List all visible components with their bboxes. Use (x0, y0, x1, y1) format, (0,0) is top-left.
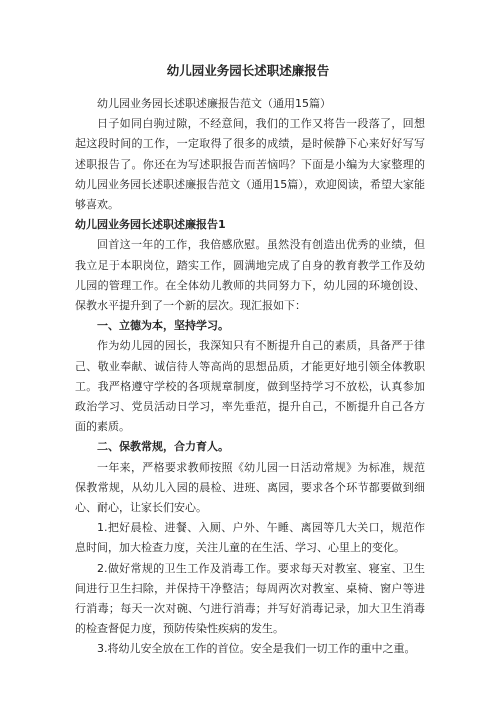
section-heading: 幼儿园业务园长述职述廉报告1 (75, 218, 226, 232)
body-paragraph: 一年来，严格要求教师按照《幼儿园一日活动常规》为标准，规范保教常规，从幼儿入园的晨检、进班、离园，要求各个环节都要做到细心、耐心，让家长们安心。 (75, 460, 425, 515)
subtitle-line: 幼儿园业务园长述职述廉报告范文（通用15篇） (97, 97, 331, 110)
body-paragraph: 作为幼儿园的园长，我深知只有不断提升自己的素质，具备严于律己、敬业奉献、诚信待人等高尚的思想品质，才能更好地引领全体教职工。我严格遵守学校的各项规章制度，做到坚持学习不放松，认真参加政治学习、党员活动日学习，率先垂范，提升自己，不断提升自己各方面的素质。 (75, 339, 425, 434)
document-title: 幼儿园业务园长述职述廉报告 (166, 63, 330, 78)
subsection-heading: 一、立德为本，坚持学习。 (97, 319, 229, 333)
subsection-heading: 二、保教常规，合力育人。 (97, 440, 229, 454)
list-item-paragraph: 2.做好常规的卫生工作及消毒工作。要求每天对教室、寝室、卫生间进行卫生扫除，并保持干净整洁；每周两次对教室、桌椅、窗户等进行消毒；每天一次对碗、勺进行消毒；并写好消毒记录，加大卫生消毒的检查督促力度，预防传染性疾病的发生。 (75, 561, 425, 636)
body-paragraph: 回首这一年的工作，我倍感欣慰。虽然没有创造出优秀的业绩，但我立足于本职岗位，踏实工作，圆满地完成了自身的教育教学工作及幼儿园的管理工作。在全体幼儿教师的共同努力下，幼儿园的环境创设、保教水平提升到了一个新的层次。现汇报如下： (75, 238, 425, 313)
document-body (75, 94, 425, 660)
intro-paragraph: 日子如同白驹过隙，不经意间，我们的工作又将告一段落了，回想起这段时间的工作，一定取得了很多的成绩，是时候静下心来好好写写述职报告了。你还在为写述职报告而苦恼吗？下面是小编为大家整理的幼儿园业务园长述职述廉报告范文（通用15篇），欢迎阅读，希望大家能够喜欢。 (75, 117, 425, 212)
list-item-paragraph: 1.把好晨检、进餐、入厕、户外、午睡、离园等几大关口，规范作息时间，加大检查力度，关注儿童的在生活、学习、心里上的变化。 (75, 521, 425, 555)
list-item-paragraph: 3.将幼儿安全放在工作的首位。安全是我们一切工作的重中之重。 (97, 642, 416, 656)
